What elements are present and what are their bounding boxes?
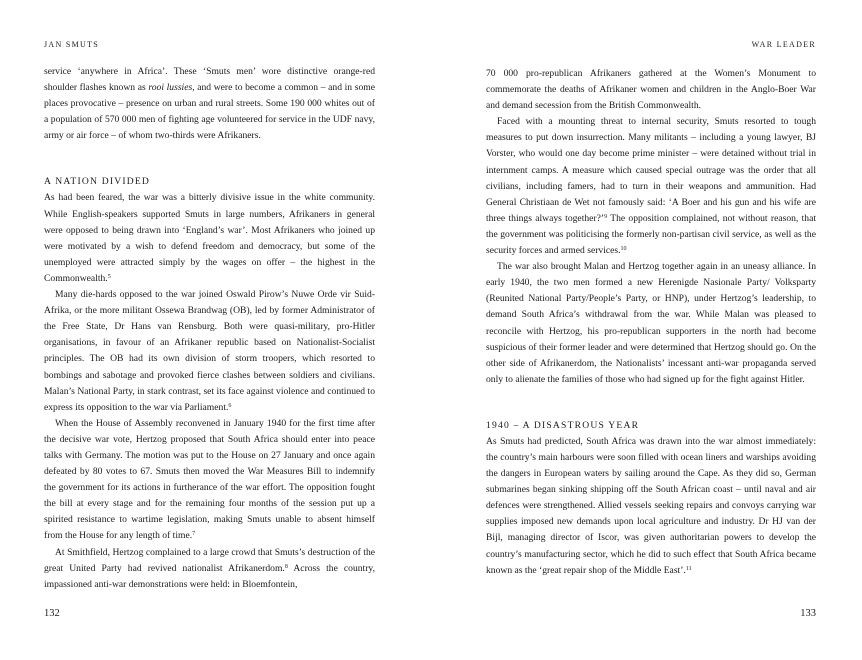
paragraph: At Smithfield, Hertzog complained to a large crowd that Smuts’s destruction of the great United Party had revived nationalist Afrikanerdom.$^8$ Across the country, impassioned anti-war demonstrations were held: in Bloemfontein, bbox=[44, 546, 375, 590]
paragraph: 70 000 pro-republican Afrikaners gathered at the Women’s Monument to commemorate the deaths of Afrikaner women and children in the Anglo-Boer War and demand secession from the British Commonwealth. bbox=[486, 68, 816, 112]
footnote-ref: 11 bbox=[685, 565, 692, 572]
section-heading: 1940 – A DISASTROUS YEAR bbox=[486, 419, 640, 431]
page-number-left: 132 bbox=[44, 608, 60, 619]
right-page bbox=[486, 0, 816, 660]
italic-term: rooi lussies bbox=[148, 82, 193, 94]
right-page-body bbox=[486, 66, 816, 579]
footnote-ref: 5 bbox=[107, 273, 111, 280]
section-heading: A NATION DIVIDED bbox=[44, 176, 151, 188]
footnote-ref: 9 bbox=[604, 213, 608, 220]
left-page-body bbox=[44, 64, 375, 593]
footnote-ref: 10 bbox=[620, 246, 627, 253]
footnote-ref: 8 bbox=[284, 563, 288, 570]
left-page bbox=[44, 0, 375, 660]
paragraph: When the House of Assembly reconvened in January 1940 for the first time after the decisive war vote, Hertzog proposed that South Africa should enter into peace talks with Germany. The motion was put to the House on 27 January and once again defeated by 80 votes to 67. Smuts then moved the War Measures Bill to indemnify the government for its actions in furtherance of the war effort. The opposition fought the bill at every stage and for the remaining four months of the session put up a spirited resistance to wartime legislation, making Smuts unable to absent himself from the House for any length of time.$^7$ bbox=[44, 417, 375, 542]
footnote-ref: 6 bbox=[228, 402, 232, 409]
paragraph: As had been feared, the war was a bitterly divisive issue in the white community. While English-speakers supported Smuts in large numbers, Afrikaners in general were opposed to being drawn into ‘England’s war’. Most Afrikaners who joined up were motivated by a wish to defend freedom and democracy, but some of the unemployed were attracted simply by the wages on offer – the highest in the Commonwealth.$^5$ bbox=[44, 192, 375, 284]
paragraph: As Smuts had predicted, South Africa was drawn into the war almost immediately: the country’s main harbours were soon filled with ocean liners and warships avoiding the dangers in European waters by sailing around the Cape. As they did so, German submarines began sinking shipping off the South African coast – until naval and air defences were strengthened. Allied vessels seeking repairs and convoys carrying war supplies imposed new demands upon local agriculture and industry. Dr HJ van der Bijl, managing director of Iscor, was given authoritarian powers to develop the country’s manufacturing sector, which he did to such effect that South Africa became known as the ‘great repair shop of the Middle East’.$^{11}$ bbox=[486, 435, 816, 576]
paragraph: The war also brought Malan and Hertzog together again in an uneasy alliance. In early 1940, the two men formed a new Herenigde Nasionale Party/ Volksparty (Reunited National Party/People’s Party, or HNP), under Hertzog’s leadership, to demand South Africa’s withdrawal from the war. While Malan was pleased to reconcile with Hertzog, his pro-republican supporters in the north had become suspicious of their former leader and were determined that Hertzog should go. On the other side of Afrikanerdom, the Nationalists’ incessant anti-war propaganda served only to alienate the families of those who had signed up for the fight against Hitler. bbox=[486, 261, 816, 385]
page-number-right: 133 bbox=[800, 608, 816, 619]
footnote-ref: 7 bbox=[192, 531, 196, 538]
running-head-left: JAN SMUTS bbox=[44, 40, 100, 49]
running-head-right: WAR LEADER bbox=[751, 40, 816, 49]
paragraph: Faced with a mounting threat to internal security, Smuts resorted to tough measures to put down insurrection. Many militants – including a young lawyer, BJ Vorster, who would one day become prime minister – were detained without trial in internment camps. A measure which caused special outrage was the order that all civilians, including famers, had to turn in their weapons and ammunition. Had General Christiaan de Wet not famously said: ‘A Boer and his gun and his wife are three things always together?’$^9$ The opposition complained, not without reason, that the government was politicising the formerly non-partisan civil service, as well as the security forces and armed services.$^{10}$ bbox=[486, 116, 817, 257]
paragraph: service ‘anywhere in Africa’. These ‘Smuts men’ wore distinctive orange-red shoulder flashes known as rooi lussies, and were to become a common – and in some places provocative – presence on urban and rural streets. Some 190 000 whites out of a population of 570 000 men of fighting age volunteered for service in the UDF navy, army or air force – of whom two-thirds were Afrikaners. bbox=[44, 66, 375, 142]
paragraph: Many die-hards opposed to the war joined Oswald Pirow’s Nuwe Orde vir Suid-Afrika, or the more militant Ossewa Brandwag (OB), led by former Administrator of the Free State, Dr Hans van Rensburg. Both were quasi-military, pro-Hitler organisations, in favour of an Afrikaner republic based on Nationalist-Socialist principles. The OB had its own division of storm troopers, which resorted to bombings and sabotage and provoked fierce clashes between soldiers and civilians. Malan’s National Party, in stark contrast, set its face against violence and continued to express its opposition to the war via Parliament.$^6$ bbox=[44, 289, 375, 413]
